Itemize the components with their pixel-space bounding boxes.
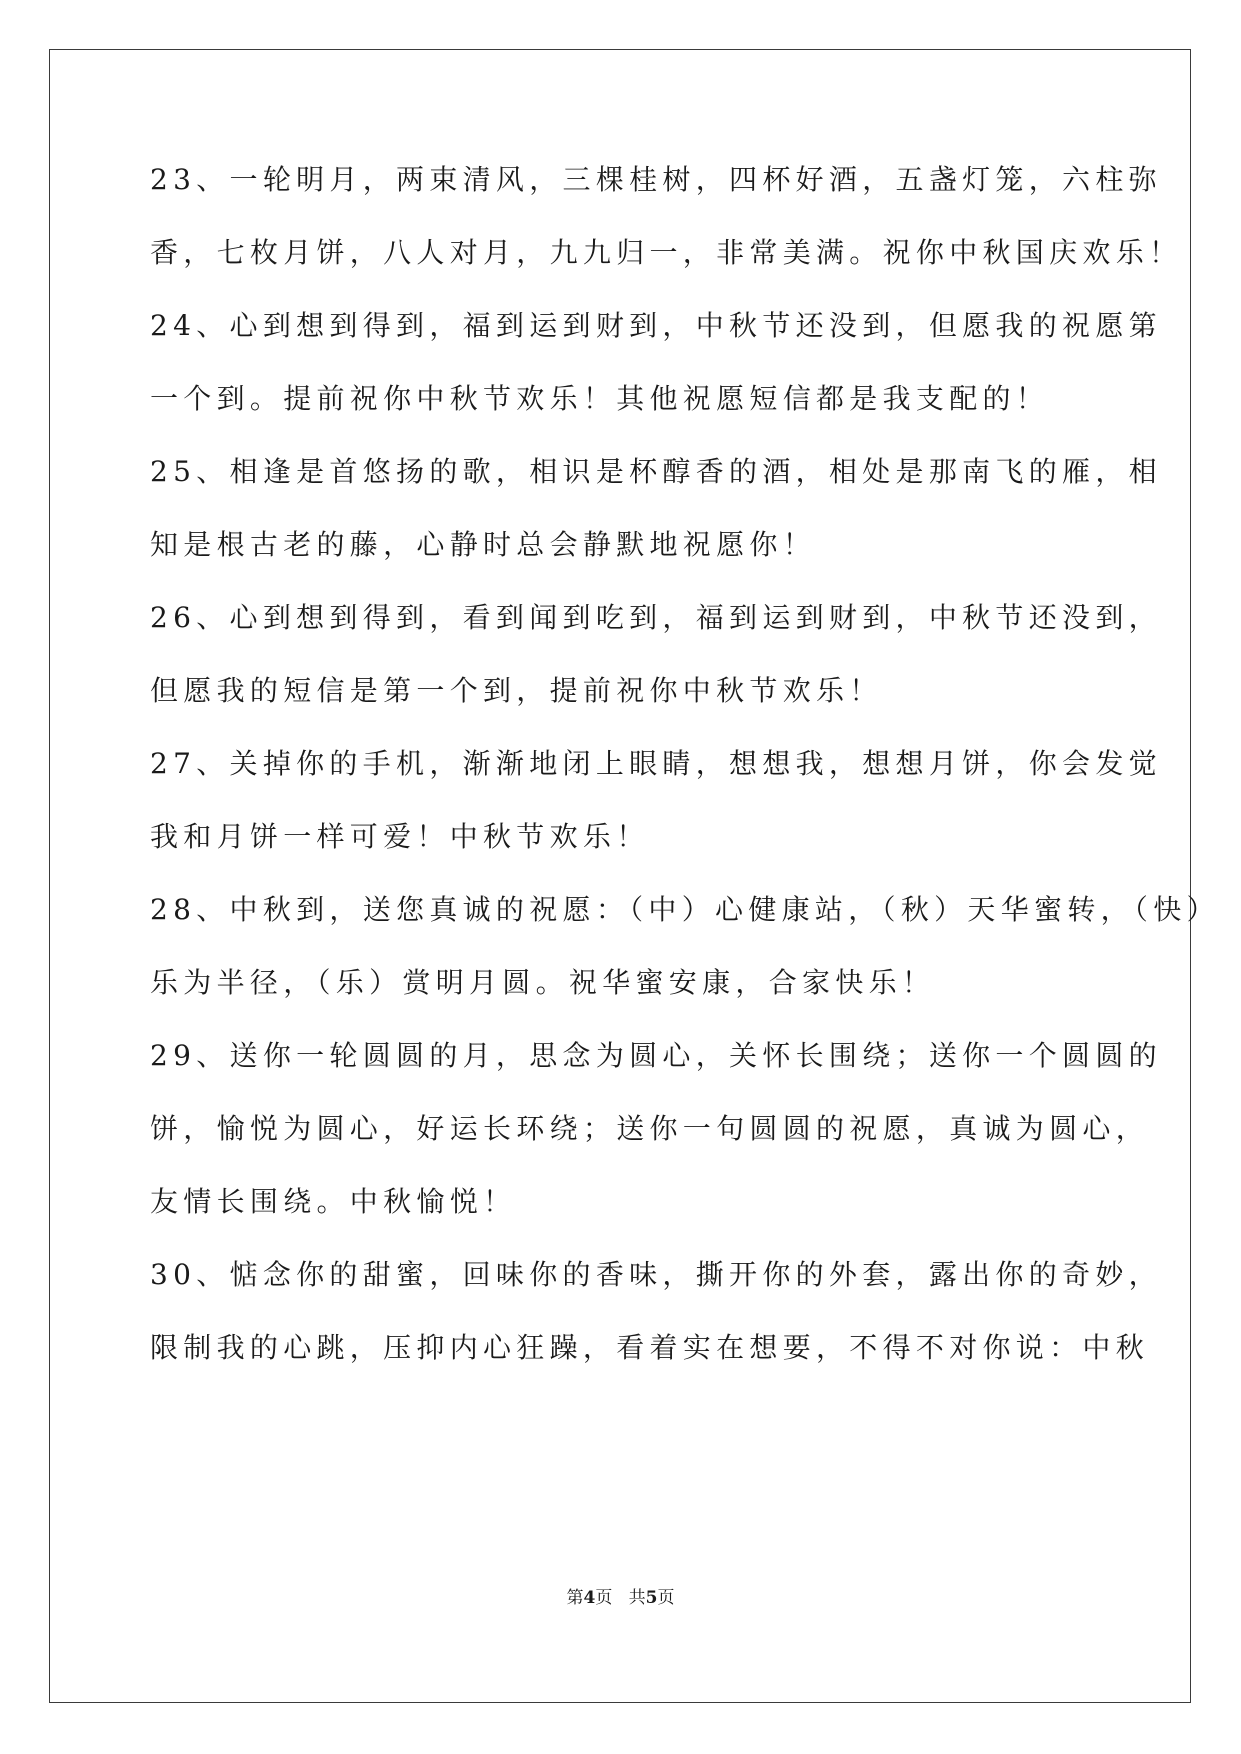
text-line: 限制我的心跳，压抑内心狂躁，看着实在想要，不得不对你说：中秋: [150, 1331, 1150, 1364]
text-line: 一个到。提前祝你中秋节欢乐！其他祝愿短信都是我支配的！: [150, 382, 1050, 415]
text-line: 饼，愉悦为圆心，好运长环绕；送你一句圆圆的祝愿，真诚为圆心，: [150, 1112, 1150, 1145]
total-prefix: 共: [628, 1588, 646, 1608]
text-line: 友情长围绕。中秋愉悦！: [150, 1185, 517, 1218]
text-line: 我和月饼一样可爱！中秋节欢乐！: [150, 820, 650, 853]
text-line: 乐为半径，（乐）赏明月圆。祝华蜜安康，合家快乐！: [150, 966, 936, 999]
page-suffix: 页: [595, 1588, 613, 1608]
text-line: 26、心到想到得到，看到闻到吃到，福到运到财到，中秋节还没到，: [150, 601, 1162, 634]
text-line: 30、惦念你的甜蜜，回味你的香味，撕开你的外套，露出你的奇妙，: [150, 1258, 1162, 1291]
text-line: 28、中秋到，送您真诚的祝愿：（中）心健康站，（秋）天华蜜转，（快）: [150, 893, 1220, 926]
text-line: 香，七枚月饼，八人对月，九九归一，非常美满。祝你中秋国庆欢乐！: [150, 236, 1183, 269]
total-pages: 5: [645, 1588, 658, 1608]
page-border: [49, 49, 1191, 1703]
total-suffix: 页: [657, 1588, 675, 1608]
text-line: 29、送你一轮圆圆的月，思念为圆心，关怀长围绕；送你一个圆圆的: [150, 1039, 1162, 1072]
text-line: 知是根古老的藤，心静时总会静默地祝愿你！: [150, 528, 817, 561]
page-number: 4: [583, 1588, 596, 1608]
text-line: 27、关掉你的手机，渐渐地闭上眼睛，想想我，想想月饼，你会发觉: [150, 747, 1162, 780]
text-line: 25、相逢是首悠扬的歌，相识是杯醇香的酒，相处是那南飞的雁，相: [150, 455, 1162, 488]
text-line: 但愿我的短信是第一个到，提前祝你中秋节欢乐！: [150, 674, 883, 707]
text-line: 24、心到想到得到，福到运到财到，中秋节还没到，但愿我的祝愿第: [150, 309, 1162, 342]
page-prefix: 第: [566, 1588, 584, 1608]
page-footer: [0, 1586, 1241, 1610]
text-line: 23、一轮明月，两束清风，三棵桂树，四杯好酒，五盏灯笼，六柱弥: [150, 163, 1162, 196]
